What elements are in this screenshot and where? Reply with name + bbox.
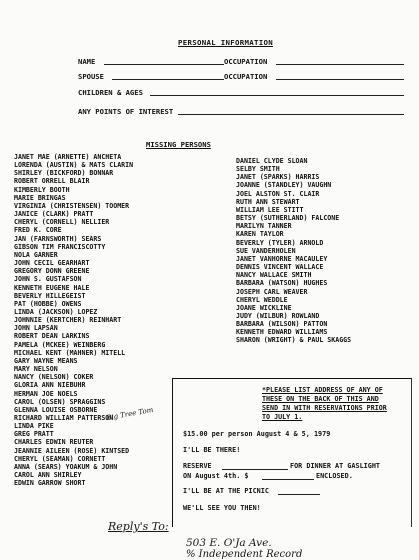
missing-person: BETSY (SUTHERLAND) FALCONE (236, 214, 340, 223)
missing-person: CHERYL (SEAMAN) CORNETT (14, 454, 106, 463)
missing-person: JOANE WICKLINE (236, 303, 292, 312)
missing-person: BEVERLY HILLEGEIST (14, 291, 86, 300)
missing-list-left (14, 153, 133, 487)
missing-person: JOHN S. GUSTAFSON (14, 275, 82, 284)
missing-person: MARILYN TANNER (236, 222, 292, 231)
missing-person: GREGORY DONN GREENE (14, 267, 90, 276)
missing-person: KIMBERLY BOOTH (14, 185, 70, 194)
address-line-2: % Independent Record (186, 549, 303, 560)
missing-person: LINDA PIKE (14, 422, 54, 431)
address-line-1: 503 E. O'Ja Ave. (186, 537, 272, 549)
interest-label: ANY POINTS OF INTEREST (78, 107, 174, 116)
reserve-line (222, 469, 288, 470)
missing-person: KAREN TAYLOR (236, 230, 284, 239)
note-line: *PLEASE LIST ADDRESS OF ANY OF (262, 386, 383, 394)
form-title: PERSONAL INFORMATION (178, 38, 273, 47)
missing-person: BEVERLY (TYLER) ARNOLD (236, 238, 324, 247)
missing-person: KENNETH EUGENE HALE (14, 283, 90, 292)
missing-person: GIBSON TIM FRANCISCOTTY (14, 242, 106, 251)
missing-person: CHERYL WEDDLE (236, 295, 288, 304)
missing-person: VIRGINIA (CHRISTENSEN) TOOMER (14, 201, 130, 210)
spouse-occupation-line (276, 79, 404, 80)
missing-person: MICHAEL KENT (MAHNER) MITELL (14, 348, 126, 357)
missing-person: RUTH ANN STEWART (236, 197, 300, 206)
occupation-line (276, 64, 404, 65)
missing-person: JOEL ALSTON ST. CLAIR (236, 189, 320, 198)
picnic-line (278, 494, 320, 495)
note-line: TO JULY 1. (262, 413, 303, 421)
missing-person: GARY WAYNE MEANS (14, 356, 78, 365)
missing-person: JOHNNIE (KERTCHER) REINHART (14, 316, 122, 325)
missing-person: JANET (SPARKS) HARRIS (236, 173, 320, 182)
spouse-label: SPOUSE (78, 72, 104, 81)
children-line (150, 95, 404, 96)
missing-person: KENNETH EDWARD WILLIAMS (236, 328, 328, 337)
price-line: $15.00 per person August 4 & 5, 1979 (183, 430, 331, 438)
missing-person: MARIE BRINGAS (14, 193, 66, 202)
missing-person: RICHARD WILLIAM PATTERSON (14, 414, 114, 422)
missing-person: CHARLES EDWIN REUTER (14, 438, 94, 447)
missing-person: MARY NELSON (14, 365, 58, 374)
occupation-label: OCCUPATION (224, 57, 268, 66)
missing-person: JEANNIE AILEEN (ROSE) KINTSED (14, 446, 130, 455)
missing-person: LINDA (JACKSON) LOPEZ (14, 307, 98, 316)
missing-person: SHARON (WRIGHT) & PAUL SKAGGS (236, 336, 352, 345)
children-label: CHILDREN & AGES (78, 88, 143, 97)
missing-person: GLORIA ANN NIEBUHR (14, 381, 86, 390)
missing-person: CAROL ANN SHIRLEY (14, 471, 82, 480)
missing-person: SELBY SMITH (236, 165, 280, 174)
see-you-line: WE'LL SEE YOU THEN! (183, 504, 261, 512)
missing-person: BARBARA (WATSON) HUGHES (236, 279, 328, 288)
dinner-label: FOR DINNER AT GASLIGHT (290, 462, 381, 470)
missing-person: JANET MAE (ARNETTE) ANCHETA (14, 153, 122, 161)
missing-person: JOSEPH CARL WEAVER (236, 287, 308, 296)
missing-person: GREG PRATT (14, 430, 54, 439)
reply-label: Reply's To: (108, 520, 169, 533)
missing-person: NANCY (NELSON) COKER (14, 373, 94, 382)
missing-person: JOHN CECIL GEARHART (14, 259, 90, 268)
missing-person: ROBERT DEAN LARKINS (14, 332, 90, 341)
reserve-label: RESERVE (183, 462, 212, 470)
missing-person: JANET VANHORNE MACAULEY (236, 254, 328, 263)
note-line: THESE ON THE BACK OF THIS AND (262, 395, 379, 403)
picnic-option: I'LL BE AT THE PICNIC (183, 487, 269, 495)
missing-person: WILLIAM LEE STITT (236, 205, 304, 214)
missing-person: JUDY (WILBUR) ROWLAND (236, 311, 320, 320)
missing-person: ROBERT ORRELL BLAIR (14, 177, 90, 186)
missing-person: SUE VANDERHOLEN (236, 246, 296, 255)
missing-person: JAN (FARNSWORTH) SEARS (14, 234, 102, 243)
missing-person: GLENNA LOUISE OSBORNE (14, 405, 98, 414)
missing-person: CHERYL (CORNELL) NELLIER (14, 218, 110, 227)
spouse-occupation-label: OCCUPATION (224, 72, 268, 81)
missing-person: NOLA GARNER (14, 250, 58, 259)
interest-line (178, 114, 404, 115)
attend-option: I'LL BE THERE! (183, 446, 241, 454)
missing-person: DENNIS VINCENT WALLACE (236, 263, 324, 272)
missing-person: BARBARA (WILSON) PATTON (236, 320, 328, 329)
missing-person: HERMAN JOE NOELS (14, 389, 78, 398)
date-label: ON August 4th. $ (183, 472, 249, 480)
missing-person: DANIEL CLYDE SLOAN (236, 157, 308, 165)
missing-person: ANNA (SEARS) YOAKUM & JOHN (14, 462, 118, 471)
missing-list-right (236, 157, 351, 345)
missing-person: SHIRLEY (BICKFORD) BONNAR (14, 169, 114, 178)
spouse-line (112, 79, 224, 80)
name-label: NAME (78, 57, 96, 66)
missing-person: PAT (HOBBE) OWENS (14, 299, 82, 308)
amount-line (262, 479, 314, 480)
missing-persons-heading: MISSING PERSONS (146, 140, 211, 149)
missing-person: PAMELA (MCKEE) WEINBERG (14, 340, 106, 349)
note-line: SEND IN WITH RESERVATIONS PRIOR (262, 404, 387, 412)
missing-person: EDWIN GARROW SHORT (14, 479, 86, 488)
missing-person: JANICE (CLARK) PRATT (14, 210, 94, 219)
missing-person: CAROL (OLSEN) SPRAGGINS (14, 397, 106, 406)
missing-person: NANCY WALLACE SMITH (236, 271, 312, 280)
missing-person: JOHN LAPSAN (14, 324, 58, 333)
missing-person: JOANNE (STANDLEY) VAUGHN (236, 181, 332, 190)
missing-person: FRED K. CORE (14, 226, 62, 235)
name-line (104, 64, 224, 65)
handwritten-annotation: Big Tree Tom (105, 405, 154, 423)
missing-person: LORENDA (AUSTIN) & MATS CLARIN (14, 161, 134, 170)
enclosed-label: ENCLOSED. (316, 472, 353, 480)
